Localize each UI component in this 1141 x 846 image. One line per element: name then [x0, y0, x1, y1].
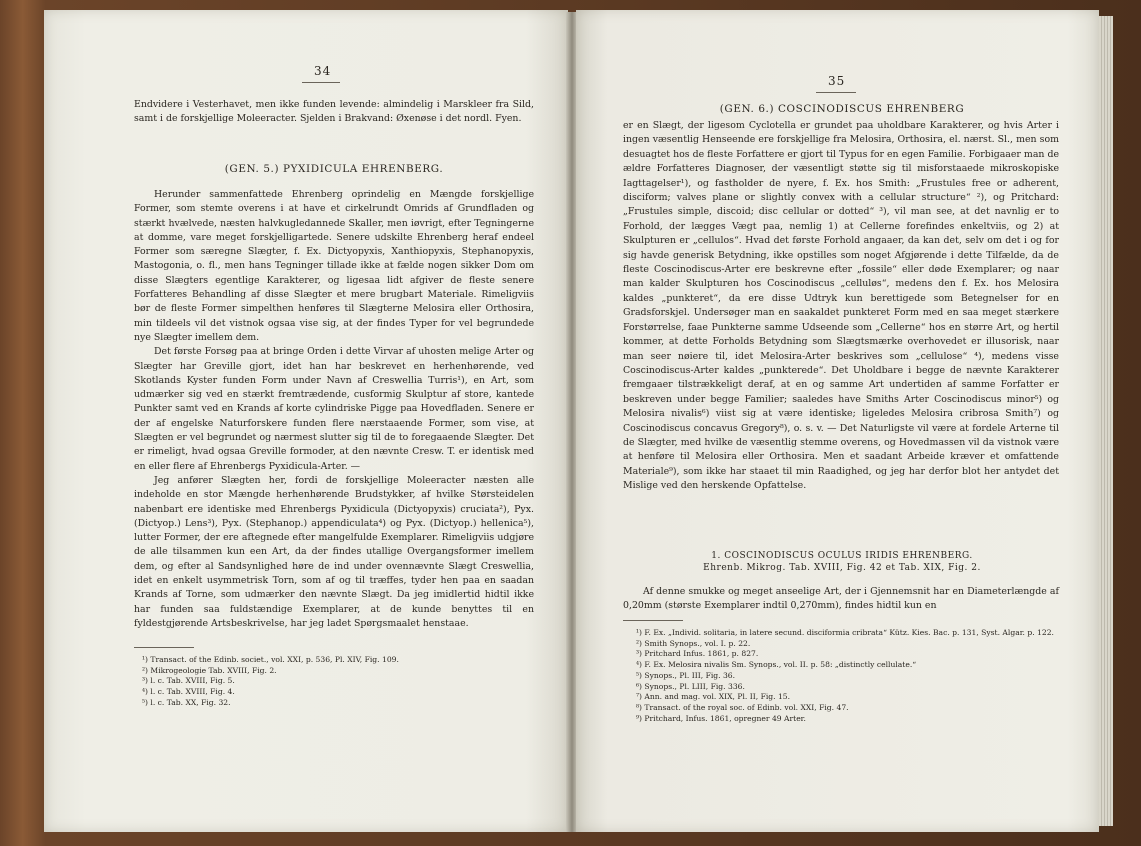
paragraph: er en Slægt, der ligesom Cyclotella er grundet paa uholdbare Karakterer, og hvis Arter i ingen væsentlig Henseende ere forskjellige fra Melosira, Orthosira, el. nærst. Sl., men som desuagtet hos de fleste Forfattere er gjort til Typus for en egen Familie. Forbigaaer man de ældre Forfatteres Diagnoser, der væsentligt støtte sig til misforstaaede mikroskopiske Iagttagelser¹), og fastholder de nyere, f. Ex. hos Smith: „Frustules free or adherent, disciform; valves plane or slightly convex with a cellular structure“ ²), og Pritchard: „Frustules simple, discoid; disc cellular or dotted“ ³), vil man see, at det navnlig er to Forhold, der lægges Vægt paa, nemlig 1) at Cellerne forefindes enkeltviis, og 2) at Skulpturen er „cellulos“. Hvad det første Forhold angaaer, da kan det, selv om det i og for sig havde generisk Betydning, ikke opstilles som noget Afgjørende i dette Tilfælde, da de fleste Coscinodiscus-Arter ere beskrevne efter „fossile“ eller døde Exemplarer; og naar man kalder Skulpturen hos Coscinodiscus „celluløs“, medens den f. Ex. hos Melosira kaldes „punkteret“, da ere disse Udtryk kun berettigede som Betegnelser for en Gradsforskjel. Undersøger man en saakaldet punkteret Form med en saa meget stærkere Forstørrelse, faae Punkterne samme Udseende som „Cellerne“ hos en større Art, og hertil kommer, at dette Forholds Betydning som Slægtsmærke overhovedet er illusorisk, naar man seer nøiere til, idet Melosira-Arter beskrives som „cellulose“ ⁴), medens visse Coscinodiscus-Arter kaldes „punkterede“. Det Uholdbare i begge de nævnte Karakterer fremgaaer tilstrækkeligt deraf, at en og samme Art undertiden af samme Forfatter er beskreven under begge Familier; saaledes have Smiths Arter Coscinodiscus minor⁵) og Melosira nivalis⁶) viist sig at være identiske; ligeledes Melosira cribrosa Smith⁷) og Coscinodiscus concavus Gregory⁸), o. s. v. — Det Naturligste vil være at fordele Arterne til de Slægter, med hvilke de væsentlig stemme overens, og Hovedmassen vil da vistnok være at henføre til Melosira eller Orthosira. Men et saadant Arbeide kræver et omfattende Materiale⁹), som ikke har staaet til min Raadighed, og jeg har derfor blot her antydet det Mislige ved den herskende Opfattelse. [623, 120, 1059, 492]
footnote: ⁵) Synops., Pl. III, Fig. 36. [636, 670, 736, 680]
footnote: ³) l. c. Tab. XVIII, Fig. 5. [142, 676, 235, 686]
right-page [576, 10, 1099, 832]
species-reference: Ehrenb. Mikrog. Tab. XVIII, Fig. 42 et Tab. XIX, Fig. 2. [703, 563, 981, 573]
footnote: ⁸) Transact. of the royal soc. of Edinb. vol. XXI, Fig. 47. [636, 702, 849, 712]
footnote: ²) Smith Synops., vol. I. p. 22. [636, 638, 751, 648]
footnotes [142, 655, 399, 709]
footnote: ⁴) F. Ex. Melosira nivalis Sm. Synops., vol. II. p. 58: „distinctly cellulate.“ [636, 660, 917, 670]
page-number: 34 [314, 64, 332, 78]
paragraph: Af denne smukke og meget anseelige Art, der i Gjennemsnit har en Diameterlængde af 0,20mm (største Exemplarer indtil 0,270mm), findes hidtil kun en [623, 586, 1059, 612]
section-heading: (GEN. 6.) COSCINODISCUS EHRENBERG [719, 103, 965, 115]
body-text [623, 119, 1059, 494]
footnote: ¹) F. Ex. „Individ. solitaria, in latere secund. disciformia cribrata“ Kütz. Kies. Bac. p. 131, Syst. Algar. p. 122. [636, 628, 1054, 637]
footnotes [636, 628, 1054, 724]
species-heading: 1. COSCINODISCUS OCULUS IRIDIS EHRENBERG. [711, 551, 973, 561]
intro-paragraph: Endvidere i Vesterhavet, men ikke funden levende: almindelig i Marskleer fra Sild, samt i de forskjellige Moleeracter. Sjelden i Brakvand: Øxenøse i det nordl. Fyen. [134, 99, 534, 125]
page-number-rule [816, 92, 856, 93]
page-number: 35 [828, 74, 846, 88]
footnote: ⁵) l. c. Tab. XX, Fig. 32. [142, 697, 231, 707]
paragraph: Det første Forsøg paa at bringe Orden i dette Virvar af uhosten melige Arter og Slægter har Greville gjort, idet han har beskrevet en herhenhørende, ved Skotlands Kyster funden Form under Navn af Creswellia Turris¹), en Art, som udmærker sig ved en stærkt fremtrædende, cusformig Skulptur af store, kantede Punkter samt ved en Krands af korte cylindriske Pigge paa Hovedfladen. Senere er der af engelske Naturforskere funden flere nærstaaende Former, som vise, at Slægten er vel begrundet og nærmest slutter sig til de to foregaaende Slægter. Det er rimeligt, hvad ogsaa Greville formoder, at den nævnte Cresw. T. er identisk med en eller flere af Ehrenbergs Pyxidicula-Arter. — [134, 346, 534, 472]
footnote: ⁴) l. c. Tab. XVIII, Fig. 4. [142, 687, 235, 697]
footnote-rule [623, 620, 683, 621]
footnote: ⁷) Ann. and mag. vol. XIX, Pl. II, Fig. 15. [636, 692, 791, 702]
paragraph: Jeg anfører Slægten her, fordi de forskjellige Moleeracter næsten alle indeholde en stor Mængde herhenhørende Brudstykker, af hvilke Størsteidelen nabenbart ere identiske med Ehrenbergs Pyxidicula (Dictyopyxis) cruciata²), Pyx. (Dictyop.) Lens³), Pyx. (Stephanop.) appendiculata⁴) og Pyx. (Dictyop.) hellenica⁵), lutter Former, der ere aftegnede efter mangelfulde Exemplarer. Rimeligviis udgjøre de alle tilsammen kun een Art, da der findes utallige Overgangsformer imellem dem, og efter al Sandsynlighed høre de ind under ovennævnte Slægt Creswellia, idet en enkelt usymmetrisk Torn, som af og til træffes, tyder hen paa en saadan Krands af Torne, som udmærker den nævnte Slægt. Da jeg imidlertid hidtil ikke har funden saa fuldstændige Exemplarer, at de kunde benyttes til en fyldestgjørende Artsbeskrivelse, har jeg ladet Spørgsmaalet henstaae. [134, 474, 534, 629]
body-text-2 [623, 585, 1059, 614]
footnote: ²) Mikrogeologie Tab. XVIII, Fig. 2. [142, 665, 277, 675]
footnote-rule [134, 647, 194, 648]
section-heading: (GEN. 5.) PYXIDICULA EHRENBERG. [224, 163, 444, 175]
footnote: ¹) Transact. of the Edinb. societ., vol. XXI, p. 536, Pl. XIV, Fig. 109. [142, 655, 399, 664]
page-number-rule [302, 82, 340, 83]
page-edges [1099, 16, 1113, 826]
paragraph: Herunder sammenfattede Ehrenberg oprindelig en Mængde forskjellige Former, som stemte overens i at have et cirkelrundt Omrids af Grundfladen og stærkt hvælvede, næsten halvkugledannede Skaller, men iøvrigt, efter Tegningerne at domme, vare meget forskjelligartede. Senere udskilte Ehrenberg heraf endeel Former som særegne Slægter, f. Ex. Dictyopyxis, Xanthiopyxis, Stephanopyxis, Mastogonia, o. fl., men hans Tegninger tillade ikke at fælde nogen sikker Dom om disse Slægters egentlige Karakterer, og ligesaa lidt afgiver de fleste senere Forfatteres Behandling af disse Slægter et mere brugbart Materiale. Rimeligviis bør de fleste Former simpelthen henføres til Slægterne Melosira eller Orthosira, min tildeels vil det vistnok ogsaa vise sig, at der findes Typer for vel begrundede nye Slægter imellem dem. [134, 189, 534, 343]
footnote: ⁶) Synops., Pl. LIII, Fig. 336. [636, 681, 745, 691]
left-page [44, 10, 568, 832]
footnote: ³) Pritchard Infus. 1861, p. 827. [636, 649, 759, 659]
footnote: ⁹) Pritchard, Infus. 1861, opregner 49 Arter. [636, 713, 806, 723]
body-text [134, 188, 534, 631]
